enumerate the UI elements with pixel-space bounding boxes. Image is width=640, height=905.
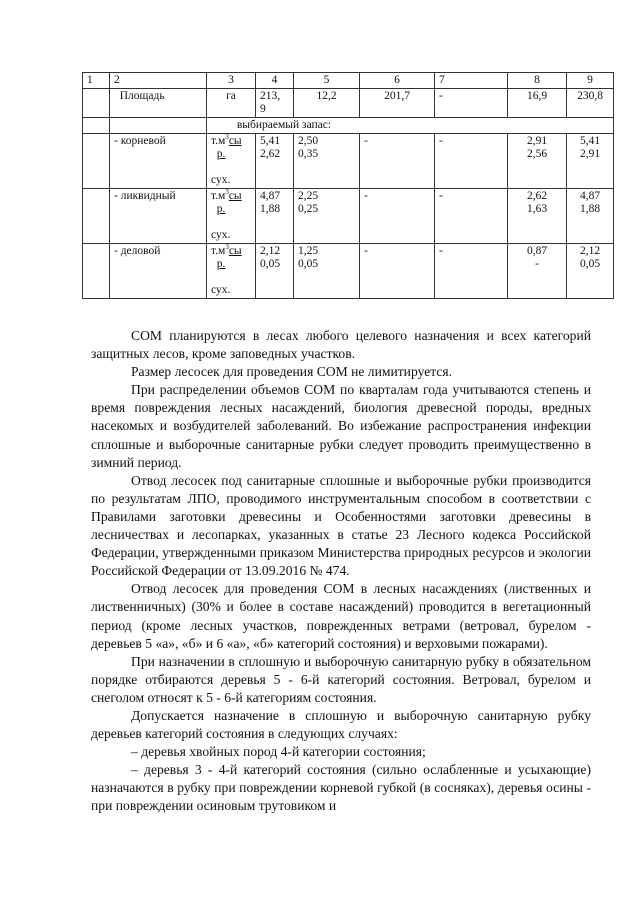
- table-merged-label: выбираемый запас:: [207, 118, 614, 134]
- table-cell: [83, 134, 110, 189]
- table-header-cell: 3: [207, 73, 256, 89]
- table-cell-unit: $т.м^3сы$ р. сух.: [207, 244, 256, 299]
- paragraph: При распределении объемов СОМ по кварталам года учитываются степень и время повреждения лесных насаждений, биология древесной породы, вредных насекомых и возбудителей заболеваний. Во избежание распространения инфекции сплошные и выборочные санитарные рубки следует проводить преимущественно в зимний период.: [91, 382, 591, 470]
- table-cell-unit: $т.м^3сы$ р. сух.: [207, 189, 256, 244]
- table-cell: 16,9: [508, 89, 567, 118]
- table-cell: -: [435, 134, 508, 189]
- table-cell: [83, 118, 110, 134]
- table-header-cell: 4: [256, 73, 294, 89]
- table-cell: 201,7: [360, 89, 435, 118]
- table-cell: 2,12 0,05: [567, 244, 614, 299]
- table-row: [83, 134, 614, 189]
- body-text: [91, 327, 591, 816]
- table-cell: 213, 9: [256, 89, 294, 118]
- table-cell: 0,87 -: [508, 244, 567, 299]
- table-header-cell: 8: [508, 73, 567, 89]
- table-header-cell: 5: [294, 73, 360, 89]
- table-cell: -: [435, 244, 508, 299]
- table-cell: 2,62 1,63: [508, 189, 567, 244]
- table-row-label: - деловой: [110, 244, 207, 299]
- table-row-merged: [83, 118, 614, 134]
- table-cell: [83, 189, 110, 244]
- table-cell: 2,91 2,56: [508, 134, 567, 189]
- table-cell: [83, 89, 110, 118]
- paragraph: При назначении в сплошную и выборочную санитарную рубку в обязательном порядке отбираются деревья 5 - 6-й категорий состояния. Ветровал, бурелом и снеголом относят к 5 - 6-й категориям состояния.: [91, 653, 591, 705]
- table-header-cell: 7: [435, 73, 508, 89]
- paragraph: СОМ планируются в лесах любого целевого назначения и всех категорий защитных лесов, кроме заповедных участков.: [91, 328, 591, 362]
- paragraph: – деревья хвойных пород 4-й категории состояния;: [131, 744, 426, 760]
- table-cell: 230,8: [567, 89, 614, 118]
- table-row-label: - корневой: [110, 134, 207, 189]
- table-row-label: - ликвидный: [110, 189, 207, 244]
- table-cell: 1,25 0,05: [294, 244, 360, 299]
- table-cell-unit: $т.м^3сы$ р. сух.: [207, 134, 256, 189]
- table-cell: 2,12 0,05: [256, 244, 294, 299]
- table-header-cell: 2: [110, 73, 207, 89]
- table-cell: -: [360, 134, 435, 189]
- table-cell-unit: га: [207, 89, 256, 118]
- table-cell: 2,50 0,35: [294, 134, 360, 189]
- table-row: [83, 189, 614, 244]
- paragraph: – деревья 3 - 4-й категорий состояния (сильно ослабленные и усыхающие) назначаются в рубку при повреждении корневой губкой (в сосняках), деревья осины - при повреждении осиновым трутовиком и: [91, 762, 591, 814]
- table-cell: [83, 244, 110, 299]
- table-row-label: Площадь: [110, 89, 207, 118]
- table-header-cell: 6: [360, 73, 435, 89]
- table-cell: -: [435, 89, 508, 118]
- table-cell: 12,2: [294, 89, 360, 118]
- paragraph: Отвод лесосек под санитарные сплошные и выборочные рубки производится по результатам ЛПО, проводимого инструментальным способом в соответствии с Правилами заготовки древесины и Особенностями заготовки древесины в лесничествах и лесопарках, указанных в статье 23 Лесного кодекса Российской Федерации, утвержденными приказом Министерства природных ресурсов и экологии Российской Федерации от 13.09.2016 № 474.: [91, 472, 591, 579]
- table-row: [83, 244, 614, 299]
- table-cell: -: [435, 189, 508, 244]
- table-row-area: [83, 89, 614, 118]
- table-header-cell: 9: [567, 73, 614, 89]
- paragraph: Размер лесосек для проведения СОМ не лимитируется.: [131, 364, 453, 380]
- table-cell: 2,25 0,25: [294, 189, 360, 244]
- table-cell: 4,87 1,88: [256, 189, 294, 244]
- table-header-cell: 1: [83, 73, 110, 89]
- table-cell: 5,41 2,62: [256, 134, 294, 189]
- table-cell: -: [360, 189, 435, 244]
- table-cell: -: [360, 244, 435, 299]
- paragraph: Допускается назначение в сплошную и выборочную санитарную рубку деревьев категорий состояния в следующих случаях:: [91, 707, 591, 742]
- table-cell: 4,87 1,88: [567, 189, 614, 244]
- paragraph: Отвод лесосек для проведения СОМ в лесных насаждениях (лиственных и лиственничных) (30% и более в составе насаждений) проводится в вегетационный период (кроме лесных участков, поврежденных ветрами (ветровал, бурелом - деревьев 5 «а», «б» и 6 «а», «б» категорий состояния) и верховыми пожарами).: [91, 581, 591, 651]
- table-cell: [110, 118, 207, 134]
- table-cell: 5,41 2,91: [567, 134, 614, 189]
- forest-stock-table: [82, 72, 614, 299]
- table-header-row: [83, 73, 614, 89]
